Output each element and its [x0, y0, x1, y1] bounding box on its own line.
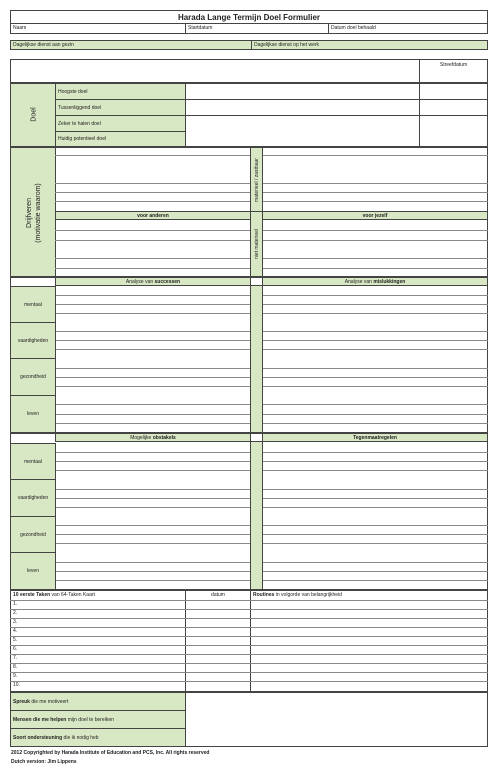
non-material-label-cell [250, 211, 263, 277]
doel-row-potential [55, 131, 186, 147]
line [263, 295, 488, 296]
target-date-label: Streefdatum [439, 62, 468, 68]
tasks-col-divider [250, 590, 251, 692]
dutch-version-text: Dutch version: Jim Lippens [11, 759, 77, 765]
line [56, 534, 250, 535]
for-self-header [262, 211, 488, 220]
line [56, 543, 250, 544]
support-rest: die ik nodig heb [62, 735, 99, 741]
doel-date-highest[interactable] [419, 83, 488, 100]
failure-prefix: Analyse van [344, 279, 374, 285]
line [263, 562, 488, 563]
line [263, 414, 488, 415]
line [56, 452, 250, 453]
people-rest: mijn doel te bereiken [66, 717, 114, 723]
line [56, 414, 250, 415]
line [55, 230, 250, 231]
line [10, 663, 488, 664]
line [263, 404, 488, 405]
daily-family-field[interactable] [10, 40, 252, 50]
task-number: 5. [13, 637, 18, 643]
line [10, 681, 488, 682]
counter-header [262, 433, 488, 442]
daily-family-label: Dagelijkse dienst aan gezin [13, 42, 74, 48]
obstacle-row-label: leven [27, 568, 39, 574]
support-bold: Soort ondersteuning [13, 735, 63, 741]
line [56, 377, 250, 378]
failure-header-label [263, 278, 487, 286]
quote-rest: die me motiveert [29, 699, 69, 705]
task-number: 10. [13, 682, 20, 688]
line [56, 295, 250, 296]
drijfveren-label [25, 153, 43, 273]
doel-label: Doel [30, 107, 38, 122]
title-cell [10, 10, 488, 24]
target-date-header [419, 59, 488, 83]
success-bold: successen [154, 279, 181, 285]
line [55, 258, 250, 259]
routines-title-bold: Routines [253, 592, 275, 598]
line [56, 580, 250, 581]
doel-input-intermediate[interactable] [185, 99, 420, 116]
line [56, 404, 250, 405]
start-date-label: Startdatum [188, 25, 213, 31]
material-label-cell [250, 147, 263, 212]
page-title: Harada Lange Termijn Doel Formulier [177, 13, 321, 22]
line [263, 580, 488, 581]
line [263, 423, 488, 424]
obstacles-bold: obstakels [152, 435, 176, 441]
task-number: 3. [13, 619, 18, 625]
line [263, 543, 488, 544]
success-header-label [56, 278, 250, 286]
tasks-header [11, 591, 184, 600]
start-date-field[interactable] [185, 23, 329, 34]
task-number: 6. [13, 646, 18, 652]
line [263, 386, 488, 387]
obstacle-row-gezondheid [10, 516, 56, 553]
line [263, 498, 488, 499]
counter-header-label: Tegenmaatregelen [353, 435, 397, 441]
line [56, 562, 250, 563]
line [56, 498, 250, 499]
line [56, 461, 250, 462]
routines-title-rest: in volgorde van belangrijkheid [274, 592, 342, 598]
doel-row-label: Hoogste doel [58, 89, 88, 95]
doel-row-label: Tussenliggend doel [58, 105, 102, 111]
analysis-row-label: mentaal [24, 302, 42, 308]
name-label: Naam [13, 25, 27, 31]
tasks-section [10, 590, 488, 692]
line [263, 368, 488, 369]
line [263, 470, 488, 471]
line [10, 627, 488, 628]
analysis-row-gezondheid [10, 358, 56, 396]
obstacles-prefix: Mogelijke [130, 435, 153, 441]
tasks-title [11, 591, 184, 599]
for-others-header [55, 211, 251, 220]
people-label [11, 711, 185, 729]
obstacle-row-leven [10, 552, 56, 590]
people-label-cell [10, 710, 186, 729]
quote-bold: Spreuk [13, 699, 30, 705]
goal-date-label: Datum doel behaald [331, 25, 376, 31]
doel-row-label: Zeker te halen doel [58, 121, 101, 127]
analysis-row-label: vaardigheden [17, 338, 49, 344]
doel-row-intermediate [55, 99, 186, 116]
line [263, 183, 488, 184]
line [56, 507, 250, 508]
line [263, 349, 488, 350]
line [56, 489, 250, 490]
line [55, 201, 250, 202]
line [56, 525, 250, 526]
success-prefix: Analyse van [125, 279, 155, 285]
line [263, 268, 488, 269]
tasks-title-rest: van 64-Taken Kaart [50, 592, 95, 598]
doel-row-certain [55, 115, 186, 132]
line [263, 340, 488, 341]
for-self-label: voor jezelf [362, 213, 388, 219]
doel-row-highest [55, 83, 186, 100]
obstacles-header-label [56, 434, 250, 442]
line [10, 645, 488, 646]
people-bold: Mensen die me helpen [13, 717, 67, 723]
line [10, 600, 488, 601]
doel-input-highest[interactable] [185, 83, 420, 100]
material-label: materieel / zastbaar [254, 158, 260, 202]
task-number: 2. [13, 610, 18, 616]
line [263, 230, 488, 231]
line [263, 534, 488, 535]
drijfveren-title: Drijfveren [26, 198, 33, 228]
analysis-row-mentaal [10, 286, 56, 323]
quote-label-cell [10, 692, 186, 711]
line [55, 192, 250, 193]
routines-header [251, 591, 487, 600]
line [55, 240, 250, 241]
doel-date-lower[interactable] [419, 115, 488, 147]
line [55, 183, 250, 184]
analysis-row-leven [10, 395, 56, 433]
line [55, 155, 250, 156]
quote-label [11, 693, 185, 711]
line [56, 368, 250, 369]
doel-date-intermediate[interactable] [419, 99, 488, 116]
line [56, 313, 250, 314]
line [263, 240, 488, 241]
line [263, 571, 488, 572]
obstacle-row-label: gezondheid [20, 532, 46, 538]
obstacles-divider [250, 441, 263, 590]
copyright-text: 2012 Copyrighted by Harada Institute of Education and PCS, Inc. All rights reserved [11, 750, 210, 756]
tasks-date-header: datum [211, 592, 225, 598]
line [263, 192, 488, 193]
analysis-divider [250, 285, 263, 433]
line [263, 525, 488, 526]
doel-input-lower[interactable] [185, 115, 420, 147]
for-others-label: voor anderen [137, 213, 169, 219]
tasks-title-bold: 10 eerste Taken [13, 592, 51, 598]
line [56, 349, 250, 350]
goal-date-field[interactable] [328, 23, 488, 34]
task-number: 9. [13, 673, 18, 679]
line [56, 386, 250, 387]
name-field[interactable] [10, 23, 186, 34]
line [263, 313, 488, 314]
line [10, 636, 488, 637]
line [56, 571, 250, 572]
task-number: 8. [13, 664, 18, 670]
doel-section-label [10, 83, 56, 147]
line [56, 304, 250, 305]
obstacle-row-label: mentaal [24, 459, 42, 465]
line [55, 268, 250, 269]
line [56, 340, 250, 341]
daily-work-label: Dagelijkse dienst op het werk [254, 42, 320, 48]
analysis-row-vaardigheden [10, 322, 56, 359]
obstacle-row-vaardigheden [10, 479, 56, 517]
task-number: 7. [13, 655, 18, 661]
task-number: 4. [13, 628, 18, 634]
tasks-col-divider [185, 590, 186, 692]
obstacles-section [10, 433, 488, 590]
support-label [11, 729, 185, 747]
failure-header [262, 277, 488, 286]
line [56, 470, 250, 471]
line [10, 672, 488, 673]
footer-input-area[interactable] [185, 692, 488, 747]
daily-work-field[interactable] [251, 40, 488, 50]
line [263, 201, 488, 202]
analysis-row-label: leven [27, 411, 39, 417]
failure-bold: mislukkingen [373, 279, 406, 285]
line [56, 331, 250, 332]
line [263, 304, 488, 305]
drijfveren-label-cell [10, 147, 56, 277]
drijfveren-subtitle: (motivatie waarom) [35, 183, 42, 243]
line [263, 377, 488, 378]
non-material-label: niet materieel [254, 229, 260, 260]
analysis-section [10, 277, 488, 433]
line [10, 609, 488, 610]
line [263, 489, 488, 490]
line [263, 452, 488, 453]
line [10, 618, 488, 619]
line [263, 507, 488, 508]
success-header [55, 277, 251, 286]
daily-service-input-row[interactable] [10, 59, 420, 83]
obstacle-row-label: vaardigheden [17, 495, 49, 501]
line [263, 331, 488, 332]
line [263, 258, 488, 259]
analysis-row-label: gezondheid [20, 374, 46, 380]
line [10, 654, 488, 655]
support-label-cell [10, 728, 186, 747]
obstacles-header [55, 433, 251, 442]
line [263, 461, 488, 462]
line [56, 423, 250, 424]
task-number: 1. [13, 601, 18, 607]
obstacle-row-mentaal [10, 443, 56, 480]
doel-row-label: Huidig potentieel doel [58, 136, 107, 142]
routines-title [251, 591, 487, 599]
line [263, 155, 488, 156]
